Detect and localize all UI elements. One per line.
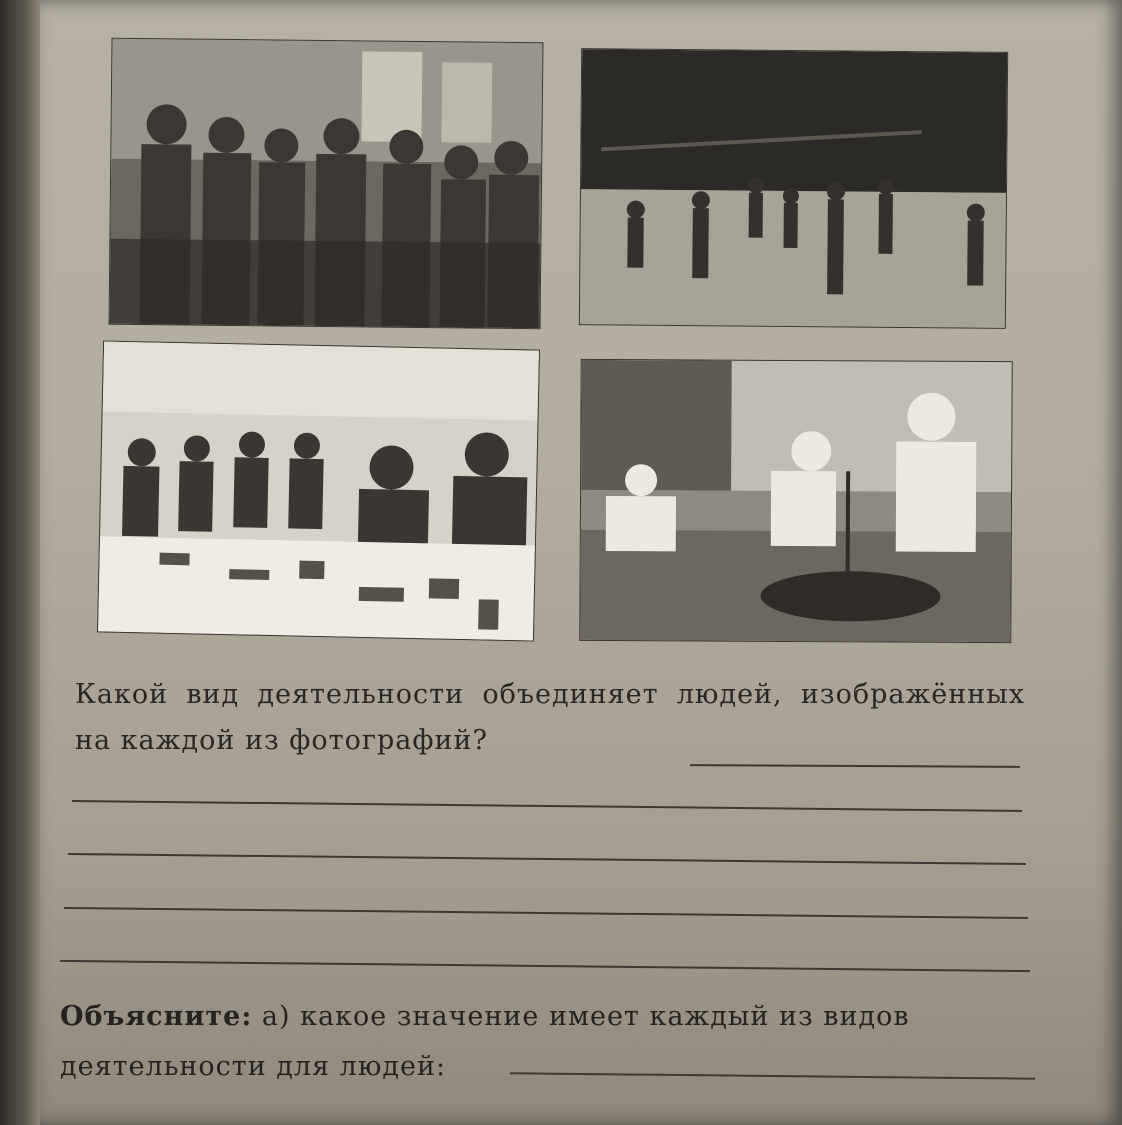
book-binding (0, 0, 40, 1125)
explain-text: а) какое значение имеет каждый из видов деятельности для людей: (60, 1001, 910, 1082)
photo-students-group (109, 38, 544, 330)
explain-lead: Объясните: (60, 1001, 253, 1032)
photo-robotics-class (97, 340, 540, 641)
photo-tree-planting (579, 359, 1012, 643)
question-activity-type: Какой вид деятельности объединяет людей, изображённых на каждой из фотографий? (75, 679, 1025, 756)
photo-roller-skating (579, 48, 1008, 329)
